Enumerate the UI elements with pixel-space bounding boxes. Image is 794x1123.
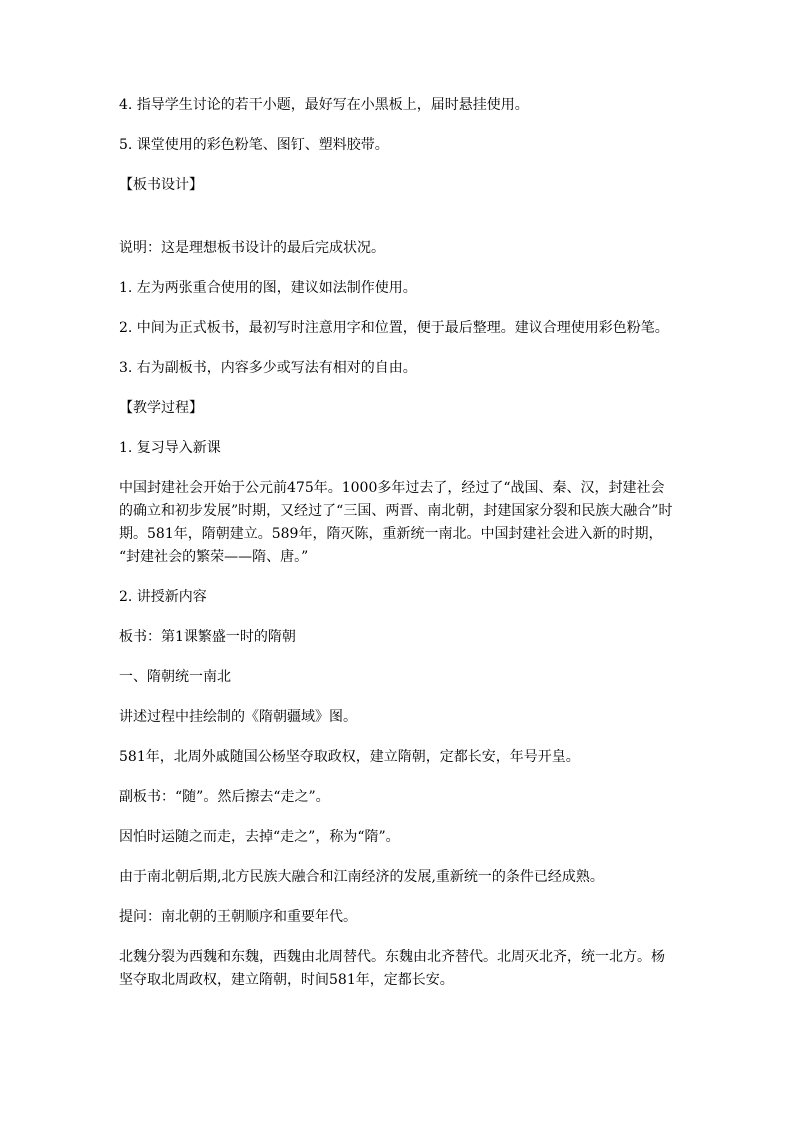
paragraph-board-note-2: 2. 中间为正式板书，最初写时注意用字和位置，便于最后整理。建议合理使用彩色粉笔。 — [119, 320, 669, 336]
paragraph-map-note: 讲述过程中挂绘制的《隋朝疆域》图。 — [119, 709, 357, 725]
paragraph-side-board: 副板书：“随”。然后擦去“走之”。 — [119, 789, 330, 805]
paragraph-review-intro: 1. 复习导入新课 — [119, 440, 221, 456]
paragraph-question: 提问：南北朝的王朝顺序和重要年代。 — [119, 909, 357, 925]
paragraph-name-origin: 因怕时运随之而走，去掉“走之”，称为“隋”。 — [119, 829, 400, 845]
paragraph-item-5: 5. 课堂使用的彩色粉笔、图钉、塑料胶带。 — [119, 137, 389, 153]
section-heading-teaching-process: 【教学过程】 — [119, 400, 203, 416]
paragraph-explanation: 说明：这是理想板书设计的最后完成状况。 — [119, 240, 385, 256]
paragraph-dynasty-order: 北魏分裂为西魏和东魏，西魏由北周替代。东魏由北齐替代。北周灭北齐，统一北方。杨坚夺取北周政权，建立隋朝，时间581年，定都长安。 — [119, 949, 665, 988]
paragraph-sui-unification: 一、隋朝统一南北 — [119, 669, 231, 685]
paragraph-board-note-1: 1. 左为两张重合使用的图，建议如法制作使用。 — [119, 280, 417, 296]
paragraph-year-581: 581年，北周外戚随国公杨坚夺取政权，建立隋朝，定都长安，年号开皇。 — [119, 749, 580, 765]
paragraph-new-content: 2. 讲授新内容 — [119, 589, 207, 605]
paragraph-history-overview: 中国封建社会开始于公元前475年。1000多年过去了，经过了“战国、秦、汉，封建社会的确立和初步发展”时期，又经过了“三国、两晋、南北朝，封建国家分裂和民族大融合”时期。581年，隋朝建立。589年，隋灭陈，重新统一南北。中国封建社会进入新的时期， “封建社会的繁荣——隋、唐。” — [119, 480, 673, 565]
paragraph-board-note-3: 3. 右为副板书，内容多少或写法有相对的自由。 — [119, 360, 417, 376]
paragraph-item-4: 4. 指导学生讨论的若干小题，最好写在小黑板上，届时悬挂使用。 — [119, 97, 529, 113]
section-heading-board-design: 【板书设计】 — [119, 177, 203, 193]
document-page — [119, 94, 675, 992]
paragraph-board-title: 板书：第1课繁盛一时的隋朝 — [119, 629, 296, 645]
paragraph-conditions: 由于南北朝后期,北方民族大融合和江南经济的发展,重新统一的条件已经成熟。 — [119, 869, 604, 885]
